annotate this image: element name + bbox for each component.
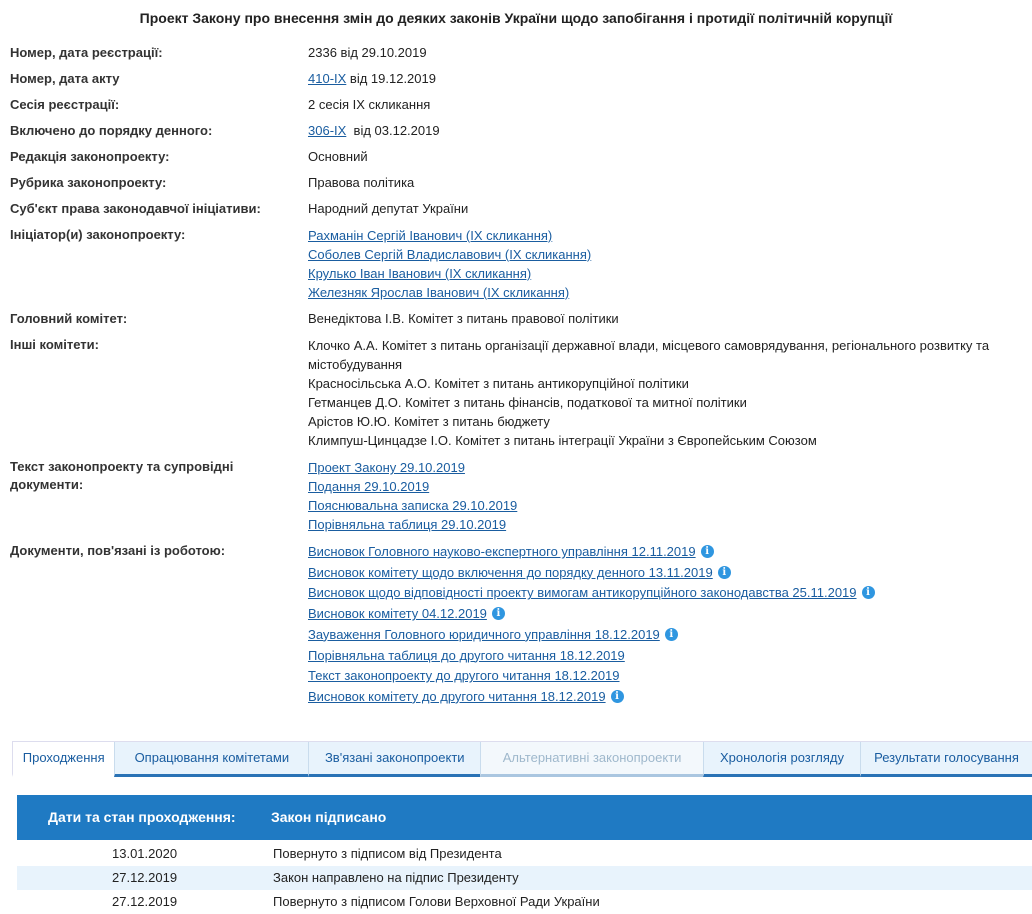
- field-label: Суб'єкт права законодавчої ініціативи:: [10, 201, 261, 216]
- field-label: Рубрика законопроекту:: [10, 175, 167, 190]
- field-label: Номер, дата реєстрації:: [10, 45, 163, 60]
- history-event: Повернуто з підписом від Президента: [273, 846, 502, 861]
- field-value: Венедіктова І.В. Комітет з питань правової політики: [308, 311, 619, 326]
- act-link[interactable]: 410-IX: [308, 71, 347, 86]
- field-label: Редакція законопроекту:: [10, 149, 170, 164]
- info-icon[interactable]: i: [701, 545, 714, 558]
- committee-item: Гетманцев Д.О. Комітет з питань фінансів, податкової та митної політики: [308, 395, 747, 410]
- table-row: [17, 842, 1032, 866]
- tab-3: Альтернативні законопроекти: [480, 742, 703, 777]
- field-value: 2336 від 29.10.2019: [308, 45, 427, 60]
- agenda-date: від 03.12.2019: [346, 123, 440, 138]
- table-row: [17, 866, 1032, 890]
- status-label: Дати та стан проходження:: [48, 809, 236, 825]
- field-label: Головний комітет:: [10, 311, 128, 326]
- tab-4[interactable]: Хронологія розгляду: [703, 742, 860, 777]
- field-label: Номер, дата акту: [10, 71, 120, 86]
- related-document-link[interactable]: Висновок комітету щодо включення до порядку денного 13.11.2019: [308, 564, 713, 580]
- initiator-link[interactable]: Крулько Іван Іванович (IX скликання): [308, 266, 532, 281]
- related-document-link[interactable]: Висновок щодо відповідності проекту вимогам антикорупційного законодавства 25.11.2019: [308, 585, 857, 601]
- text-document-link[interactable]: Проект Закону 29.10.2019: [308, 460, 465, 475]
- field-value: Основний: [308, 149, 368, 164]
- related-document-link[interactable]: Висновок комітету до другого читання 18.12.2019: [308, 688, 606, 704]
- text-document-link[interactable]: Пояснювальна записка 29.10.2019: [308, 498, 518, 513]
- related-document-link[interactable]: Текст законопроекту до другого читання 18.12.2019: [308, 668, 620, 684]
- tab-5[interactable]: Результати голосування: [860, 742, 1032, 777]
- history-date: 13.01.2020: [112, 846, 178, 861]
- info-icon[interactable]: i: [492, 607, 505, 620]
- field-value: 2 сесія IX скликання: [308, 97, 431, 112]
- field-value: Правова політика: [308, 175, 415, 190]
- history-date: 27.12.2019: [112, 894, 178, 909]
- field-label: Інші комітети:: [10, 337, 99, 352]
- info-icon[interactable]: i: [862, 586, 875, 599]
- field-label: Ініціатор(и) законопроекту:: [10, 227, 186, 242]
- initiator-link[interactable]: Рахманін Сергій Іванович (IX скликання): [308, 228, 553, 243]
- initiator-link[interactable]: Соболев Сергій Владиславович (IX скликання): [308, 247, 592, 262]
- initiator-link[interactable]: Железняк Ярослав Іванович (IX скликання): [308, 285, 570, 300]
- info-icon[interactable]: i: [611, 690, 624, 703]
- info-icon[interactable]: i: [718, 566, 731, 579]
- text-document-link[interactable]: Подання 29.10.2019: [308, 479, 430, 494]
- related-document-link[interactable]: Висновок комітету 04.12.2019: [308, 606, 487, 622]
- committee-item: Климпуш-Цинцадзе І.О. Комітет з питань інтеграції України з Європейським Союзом: [308, 433, 817, 448]
- committee-item: Клочко А.А. Комітет з питань організації державної влади, місцевого самоврядування, регіонального розвитку та містобудування: [308, 338, 990, 372]
- history-table: [17, 842, 1032, 914]
- text-document-link[interactable]: Порівняльна таблиця 29.10.2019: [308, 517, 507, 532]
- related-document-link[interactable]: Порівняльна таблиця до другого читання 18.12.2019: [308, 647, 625, 663]
- status-bar: [17, 795, 1032, 840]
- tab-0[interactable]: Проходження: [12, 742, 114, 777]
- history-event: Закон направлено на підпис Президенту: [273, 870, 519, 885]
- status-value: Закон підписано: [271, 809, 387, 825]
- tab-1[interactable]: Опрацювання комітетами: [114, 742, 308, 777]
- related-document-link[interactable]: Висновок Головного науково-експертного управління 12.11.2019: [308, 544, 696, 559]
- page-title: Проект Закону про внесення змін до деяких законів України щодо запобігання і протидії політичній корупції: [139, 10, 893, 26]
- field-label: Документи, пов'язані із роботою:: [10, 543, 226, 558]
- act-date: від 19.12.2019: [346, 71, 436, 86]
- history-event: Повернуто з підписом Голови Верховної Ради України: [273, 894, 600, 909]
- info-icon[interactable]: i: [665, 628, 678, 641]
- bill-info: [10, 44, 1032, 716]
- agenda-link[interactable]: 306-IX: [308, 123, 347, 138]
- history-date: 27.12.2019: [112, 870, 178, 885]
- field-label: Включено до порядку денного:: [10, 123, 213, 138]
- table-row: [17, 890, 1032, 914]
- committee-item: Арістов Ю.Ю. Комітет з питань бюджету: [308, 414, 550, 429]
- committee-item: Красносільська А.О. Комітет з питань антикорупційної політики: [308, 376, 689, 391]
- field-label: Текст законопроекту та супровідні документи:: [10, 459, 234, 492]
- related-document-link[interactable]: Зауваження Головного юридичного управління 18.12.2019: [308, 626, 660, 642]
- field-value: Народний депутат України: [308, 201, 469, 216]
- field-label: Сесія реєстрації:: [10, 97, 120, 112]
- tab-bar: [12, 741, 1032, 777]
- tab-2[interactable]: Зв'язані законопроекти: [308, 742, 480, 777]
